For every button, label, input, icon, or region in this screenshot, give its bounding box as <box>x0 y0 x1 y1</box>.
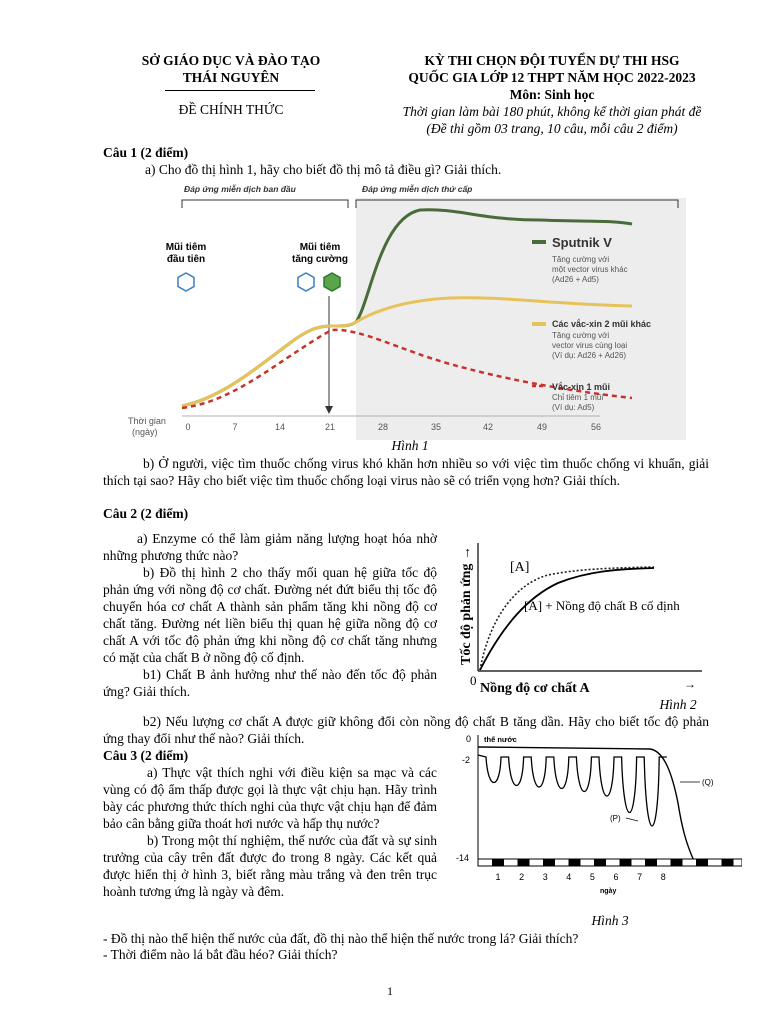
figure-2-reaction-rate-chart <box>448 535 712 695</box>
origin-label: 0 <box>470 673 477 688</box>
official-label: ĐỀ CHÍNH THỨC <box>178 102 284 117</box>
x-tick-label: 49 <box>536 422 548 432</box>
shot1-label-line2: đầu tiên <box>166 254 206 265</box>
legend-name-two-dose: Các vắc-xin 2 mũi khác <box>552 319 652 329</box>
night-segment <box>722 859 734 866</box>
q2-part-b: b) Đồ thị hình 2 cho thấy mối quan hệ giữa tốc độ phản ứng với nồng độ cơ chất. Đường nét đứt biểu thị tốc độ chuyển hóa cơ chất A thành sản phẩm tăng khi nồng độ cơ chất tăng. Đường nét liền biểu thị quan hệ giữa nồng độ cơ chất A với tốc độ phản ứng khi nồng độ cơ chất tăng nhưng có mặt của chất B ở nồng độ cố định. <box>103 565 437 665</box>
q1-part-a: a) Cho đồ thị hình 1, hãy cho biết đồ thị mô tả điều gì? Giải thích. <box>145 162 502 177</box>
shot2-label-line1: Mũi tiêm <box>299 242 341 253</box>
legend-desc-sputnik-3: (Ad26 + Ad5) <box>552 275 599 284</box>
q1-part-b-text: b) Ở người, việc tìm thuốc chống virus khó khăn hơn nhiều so với việc tìm thuốc chống vi khuẩn, giải thích tại sao? Hãy cho biết việc tìm thuốc chống loại virus nào sẽ có triển vọng hơn? Giải thích. <box>103 456 709 488</box>
exam-title: KỲ THI CHỌN ĐỘI TUYỂN DỰ THI HSG <box>424 53 680 68</box>
day-tick-label: 5 <box>589 872 595 882</box>
q2-title: Câu 2 (2 điểm) <box>103 506 189 521</box>
x-tick-label: 28 <box>377 422 389 432</box>
night-segment <box>696 859 708 866</box>
legend-desc-sputnik-1: Tăng cường với <box>552 255 610 264</box>
shot1-label-line1: Mũi tiêm <box>165 242 207 253</box>
x-label-line2: (ngày) <box>132 427 158 437</box>
night-segment <box>543 859 555 866</box>
x-label-line1: Thời gian <box>128 416 166 426</box>
province-name: THÁI NGUYÊN <box>182 70 280 85</box>
virus-icon <box>298 273 314 291</box>
curve-with-inhibitor <box>480 568 654 670</box>
day-tick-label: 7 <box>637 872 643 882</box>
x-axis-label: Nồng độ cơ chất A <box>480 681 590 695</box>
page-number: 1 <box>387 984 393 998</box>
x-tick-label: 14 <box>274 422 286 432</box>
q3-part-b: b) Trong một thí nghiệm, thế nước của đất và sự sinh trưởng của cây trên đất được đo trong 8 ngày. Các kết quả được hiển thị ở hình 3, biết rằng màu trắng và đen trên trục hoành tương ứng là ngày và đêm. <box>103 833 437 899</box>
exam-subtitle: QUỐC GIA LỚP 12 THPT NĂM HỌC 2022-2023 <box>408 70 696 85</box>
day-tick-label: 8 <box>660 872 666 882</box>
q1-title: Câu 1 (2 điểm) <box>103 145 189 160</box>
night-segment <box>645 859 657 866</box>
label-p: (P) <box>610 814 621 823</box>
legend-desc-sputnik-2: một vector virus khác <box>552 265 628 274</box>
virus-icon <box>324 273 340 291</box>
q3-title: Câu 3 (2 điểm) <box>103 748 189 763</box>
y-tick-0: 0 <box>466 734 472 744</box>
shot2-label-line2: tăng cường <box>291 254 349 265</box>
night-segment <box>594 859 606 866</box>
arrow-head-icon <box>325 406 333 414</box>
bracket-right-label: Đáp ứng miễn dịch thứ cấp <box>362 184 473 194</box>
virus-icon <box>178 273 194 291</box>
y-axis-label: thế nước <box>484 735 517 744</box>
q1-part-b <box>103 455 709 489</box>
bracket-primary <box>182 200 348 208</box>
q3-question-ii: - Thời điểm nào lá bắt đầu héo? Giải thích? <box>103 947 338 962</box>
day-tick-label: 6 <box>613 872 619 882</box>
y-axis-label: Tốc độ phản ứng → <box>459 546 474 665</box>
figure-3-caption: Hình 3 <box>591 913 629 928</box>
legend-swatch-sputnik <box>532 240 546 244</box>
night-segment <box>569 859 581 866</box>
header-divider <box>165 90 315 91</box>
legend-name-sputnik: Sputnik V <box>552 235 612 250</box>
day-tick-label: 3 <box>542 872 548 882</box>
curve-substrate-only <box>480 567 654 670</box>
exam-time: Thời gian làm bài 180 phút, không kể thời gian phát đề <box>402 104 702 119</box>
day-tick-label: 1 <box>495 872 501 882</box>
figure-1-immune-response-chart <box>120 178 686 440</box>
x-tick-label: 56 <box>590 422 602 432</box>
curve-q <box>478 747 694 861</box>
day-tick-labels <box>495 872 665 882</box>
legend-name-single-dose: Vắc-xin 1 mũi <box>552 382 611 392</box>
x-tick-label: 7 <box>232 422 238 432</box>
x-tick-label: 0 <box>185 422 191 432</box>
y-tick-neg14: -14 <box>456 853 470 863</box>
label-with-inhibitor: [A] + Nồng độ chất B cố định <box>524 598 680 613</box>
label-p-leader <box>626 818 638 821</box>
exam-note: (Đề thi gồm 03 trang, 10 câu, mỗi câu 2 điểm) <box>426 121 678 136</box>
header-left <box>100 52 362 86</box>
legend-desc-two-dose-2: vector virus cùng loại <box>552 341 628 350</box>
bracket-left-label: Đáp ứng miễn dịch ban đầu <box>184 184 296 194</box>
header-right <box>368 52 736 137</box>
night-segment <box>671 859 683 866</box>
night-segment <box>492 859 504 866</box>
x-axis-label: ngày <box>600 888 617 895</box>
q3-text-block <box>103 764 437 900</box>
q2-part-b2-text: b2) Nếu lượng cơ chất A được giữ không đổi còn nồng độ chất B tăng dần. Hãy cho biết tốc độ phản ứng thay đổi như thế nào? Giải thích. <box>103 714 709 746</box>
legend-desc-two-dose-1: Tăng cường với <box>552 331 610 340</box>
night-segment <box>518 859 530 866</box>
legend-desc-two-dose-3: (Ví dụ: Ad26 + Ad26) <box>552 351 627 360</box>
curve-p <box>478 755 667 826</box>
q2-part-a: a) Enzyme có thể làm giảm năng lượng hoạt hóa nhờ những phương thức nào? <box>103 531 437 563</box>
q3-question-i: - Đồ thị nào thể hiện thế nước của đất, đồ thị nào thể hiện thế nước trong lá? Giải thích? <box>103 931 579 946</box>
x-tick-label: 21 <box>324 422 336 432</box>
label-q: (Q) <box>702 778 714 787</box>
dept-name: SỞ GIÁO DỤC VÀ ĐÀO TẠO <box>141 53 321 68</box>
legend-desc-single-dose-2: (Ví dụ: Ad5) <box>552 403 595 412</box>
q3-part-a: a) Thực vật thích nghi với điều kiện sa mạc và các vùng có độ ẩm thấp được gọi là thực vật chịu hạn. Hãy trình bày các phương thức thích nghi của thực vật chịu hạn để đảm bảo cân bằng giữa thoát hơi nước và hấp thụ nước? <box>103 765 437 831</box>
exam-subject: Môn: Sinh học <box>509 87 595 102</box>
x-tick-label: 35 <box>430 422 442 432</box>
x-arrow-icon: → <box>684 677 696 691</box>
q2-text-block <box>103 530 437 700</box>
day-tick-label: 4 <box>566 872 572 882</box>
legend-desc-single-dose-1: Chỉ tiêm 1 mũi <box>552 393 604 402</box>
figure-3-water-potential-chart <box>450 733 742 913</box>
day-tick-label: 2 <box>519 872 525 882</box>
label-substrate-only: [A] <box>510 560 530 575</box>
q2-part-b1: b1) Chất B ảnh hưởng như thế nào đến tốc độ phản ứng? Giải thích. <box>103 667 437 699</box>
night-segment <box>620 859 632 866</box>
figure-1-caption: Hình 1 <box>391 438 429 453</box>
x-tick-label: 42 <box>482 422 494 432</box>
figure-2-caption: Hình 2 <box>659 697 697 712</box>
y-tick-neg2: -2 <box>462 755 471 765</box>
legend-swatch-two-dose <box>532 322 546 326</box>
